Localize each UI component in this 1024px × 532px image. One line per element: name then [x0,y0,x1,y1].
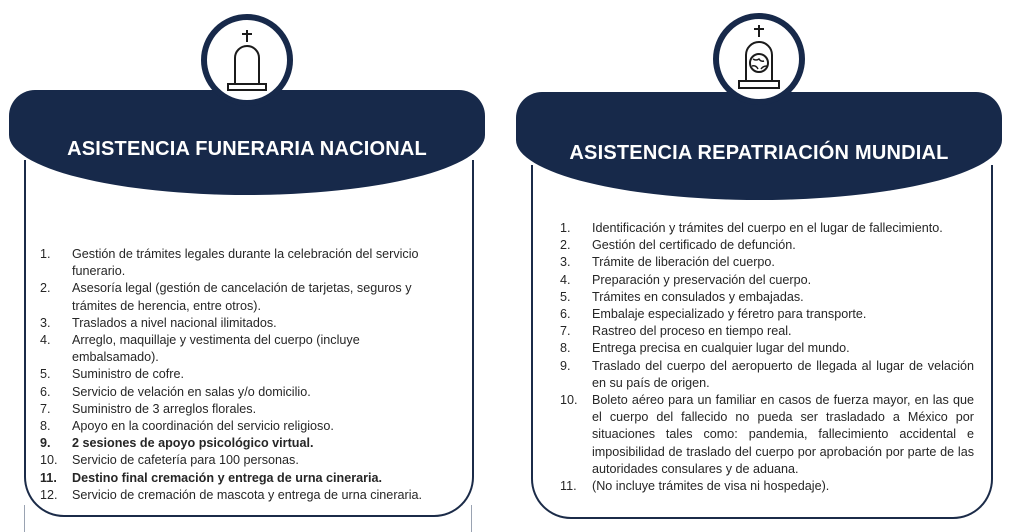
globe-tombstone-icon [713,13,805,105]
list-item: 10. Servicio de cafetería para 100 personas. [40,453,299,468]
list-item: 8. Entrega precisa en cualquier lugar del mundo. [560,341,850,356]
list-item: 7. Rastreo del proceso en tiempo real. [560,324,792,339]
list-item: 2. Gestión del certificado de defunción. [560,238,796,253]
list-item: 5. Suministro de cofre. [40,367,184,382]
card-title: ASISTENCIA REPATRIACIÓN MUNDIAL [569,142,949,164]
list-item: 5. Trámites en consulados y embajadas. [560,289,804,304]
list-item: 12. Servicio de cremación de mascota y entrega de urna cineraria. [40,487,423,502]
list-item: 11. (No incluye trámites de visa ni hospedaje). [560,479,830,494]
list-item: 9. 2 sesiones de apoyo psicológico virtual. [40,436,314,451]
list-item: 1. Identificación y trámites del cuerpo en el lugar de fallecimiento. [560,221,943,235]
list-item: 11. Destino final cremación y entrega de urna cineraria. [40,470,383,485]
service-list [40,246,432,504]
list-item: 7. Suministro de 3 arreglos florales. [40,401,257,416]
list-item: 3. Trámite de liberación del cuerpo. [560,255,775,270]
service-list [560,220,974,495]
list-item: 8. Apoyo en la coordinación del servicio religioso. [40,419,334,434]
card-title: ASISTENCIA FUNERARIA NACIONAL [67,138,427,160]
list-item: 9. Traslado del cuerpo del aeropuerto de llegada al lugar de velación en su país de origen. [560,358,974,390]
list-item: 6. Embalaje especializado y féretro para transporte. [560,307,867,322]
list-item: 4. Arreglo, maquillaje y vestimenta del cuerpo (incluye embalsamado). [40,333,360,365]
list-item: 2. Asesoría legal (gestión de cancelación de tarjetas, seguros y trámites de herencia, entre otros). [40,281,412,313]
divider [24,505,25,532]
list-item: 1. Gestión de trámites legales durante la celebración del servicio funerario. [40,247,419,279]
tombstone-icon [201,14,293,106]
divider [471,505,472,532]
list-item: 4. Preparación y preservación del cuerpo. [560,272,812,287]
list-item: 6. Servicio de velación en salas y/o domicilio. [40,384,311,399]
list-item: 3. Traslados a nivel nacional ilimitados. [40,315,277,330]
list-item: 10. Boleto aéreo para un familiar en casos de fuerza mayor, en las que el cuerpo del fallecido no pueda ser trasladado a México por situaciones tales como: pandemia, fallecimiento accidental e imposibilidad de traslado del cuerpo por aprobación por parte de las autoridades consulares y de aduana. [560,393,974,476]
